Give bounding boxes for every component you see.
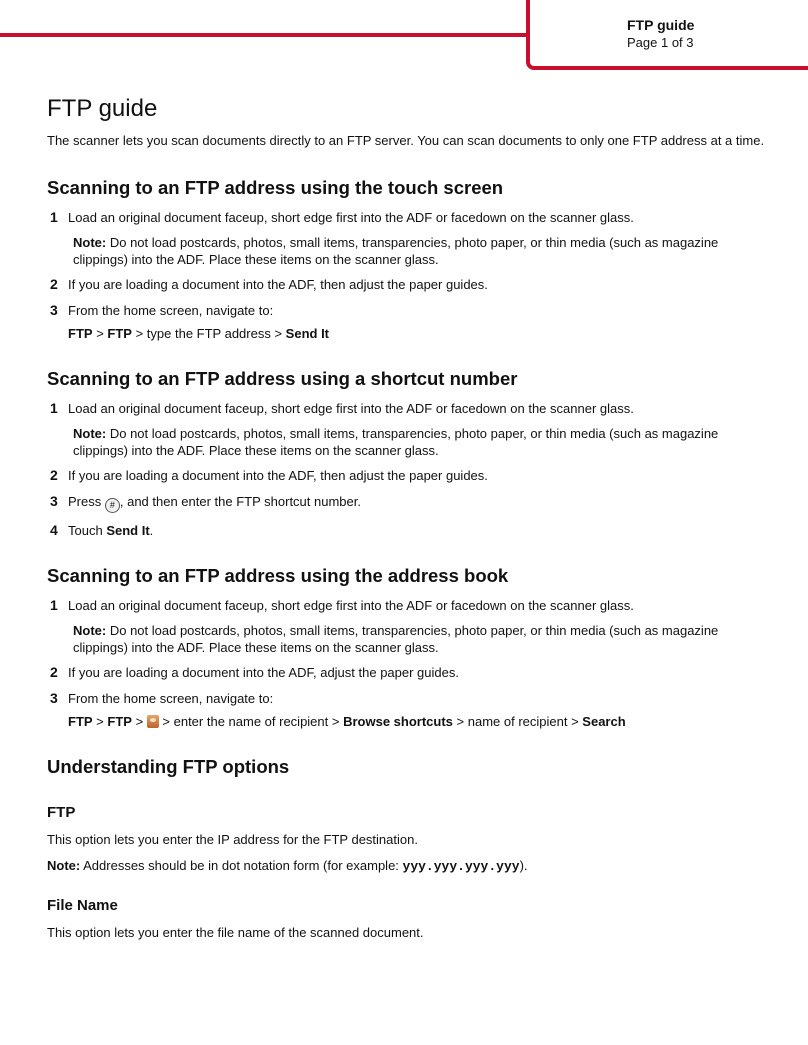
path-item: FTP: [107, 326, 132, 341]
note: [47, 425, 767, 459]
step-number: 4: [50, 522, 58, 538]
header-page-number: Page 1 of 3: [627, 35, 694, 50]
note-label: Note:: [73, 426, 107, 441]
step-text: , and then enter the FTP shortcut number.: [119, 494, 361, 509]
step: [47, 276, 767, 293]
path-separator: >: [96, 326, 104, 341]
option-file-name: [47, 897, 767, 941]
step-text: .: [149, 523, 154, 538]
section-ftp-options: [47, 756, 767, 941]
ui-label: Send It: [106, 523, 150, 538]
note-label: Note:: [73, 235, 107, 250]
step-text: From the home screen, navigate to:: [68, 303, 274, 318]
step: [47, 467, 767, 484]
note: [47, 857, 767, 875]
note-text: Do not load postcards, photos, small items, transparencies, photo paper, or thin media (such as magazine clippings) into the ADF. Place these items on the scanner glass.: [73, 426, 719, 458]
navigation-path: FTP > FTP > > enter the name of recipient > Browse shortcuts > name of recipient > Search: [68, 714, 626, 729]
step-text: If you are loading a document into the ADF, adjust the paper guides.: [68, 665, 459, 680]
section-heading: Scanning to an FTP address using a shortcut number: [47, 368, 518, 389]
step: [47, 690, 767, 707]
step-text: Load an original document faceup, short edge first into the ADF or facedown on the scanner glass.: [68, 210, 634, 225]
header-rule: [0, 33, 530, 37]
step-number: 2: [50, 664, 58, 680]
path-item: FTP: [107, 714, 132, 729]
step: [47, 400, 767, 417]
step: [47, 209, 767, 226]
step: [47, 597, 767, 614]
step-number: 3: [50, 690, 58, 706]
option-heading: File Name: [47, 897, 118, 914]
path-item: type the FTP address: [146, 326, 271, 341]
step: [47, 302, 767, 319]
step-text: If you are loading a document into the ADF, then adjust the paper guides.: [68, 468, 488, 483]
section-address-book: [47, 565, 767, 730]
step-text: Load an original document faceup, short edge first into the ADF or facedown on the scanner glass.: [68, 401, 634, 416]
note: [47, 622, 767, 656]
step-number: 1: [50, 400, 58, 416]
note-text: Do not load postcards, photos, small items, transparencies, photo paper, or thin media (such as magazine clippings) into the ADF. Place these items on the scanner glass.: [73, 623, 719, 655]
section-heading: Scanning to an FTP address using the address book: [47, 565, 509, 586]
option-ftp: [47, 804, 767, 875]
step-text: Press: [68, 494, 102, 509]
section-heading: Understanding FTP options: [47, 756, 290, 777]
note-text: Addresses should be in dot notation form (for example:: [83, 858, 403, 873]
path-item: Search: [582, 714, 626, 729]
note-label: Note:: [47, 858, 81, 873]
header-title: FTP guide: [627, 17, 695, 33]
step-text: Touch: [68, 523, 103, 538]
intro-paragraph: The scanner lets you scan documents directly to an FTP server. You can scan documents to only one FTP address at a time.: [47, 133, 765, 148]
path-item: FTP: [68, 714, 93, 729]
step-text: Load an original document faceup, short edge first into the ADF or facedown on the scanner glass.: [68, 598, 634, 613]
step-text: If you are loading a document into the ADF, then adjust the paper guides.: [68, 277, 488, 292]
path-item: FTP: [68, 326, 93, 341]
option-description: This option lets you enter the IP address for the FTP destination.: [47, 832, 418, 847]
step-number: 3: [50, 493, 58, 509]
step-number: 1: [50, 597, 58, 613]
section-touch-screen: [47, 177, 767, 342]
navigation-path: FTP > FTP > type the FTP address > Send It: [68, 326, 330, 341]
note: [47, 234, 767, 268]
note-text: Do not load postcards, photos, small items, transparencies, photo paper, or thin media (such as magazine clippings) into the ADF. Place these items on the scanner glass.: [73, 235, 719, 267]
hash-button-icon: #: [105, 498, 120, 513]
path-item: enter the name of recipient: [173, 714, 329, 729]
path-item: Browse shortcuts: [343, 714, 453, 729]
step-number: 2: [50, 467, 58, 483]
path-item: name of recipient: [467, 714, 568, 729]
step: [47, 664, 767, 681]
page-title: FTP guide: [47, 95, 158, 122]
document-body: [47, 95, 767, 967]
section-heading: Scanning to an FTP address using the touch screen: [47, 177, 504, 198]
step-number: 2: [50, 276, 58, 292]
address-book-icon: [147, 715, 159, 728]
option-description: This option lets you enter the file name of the scanned document.: [47, 925, 424, 940]
step-number: 3: [50, 302, 58, 318]
note-text: ).: [519, 858, 528, 873]
section-shortcut-number: [47, 368, 767, 539]
address-format: yyy.yyy.yyy.yyy: [402, 859, 520, 874]
option-heading: FTP: [47, 804, 76, 821]
path-item: Send It: [285, 326, 330, 341]
note-label: Note:: [73, 623, 107, 638]
step-text: From the home screen, navigate to:: [68, 691, 274, 706]
step: [47, 522, 767, 539]
step: [47, 493, 767, 513]
step-number: 1: [50, 209, 58, 225]
